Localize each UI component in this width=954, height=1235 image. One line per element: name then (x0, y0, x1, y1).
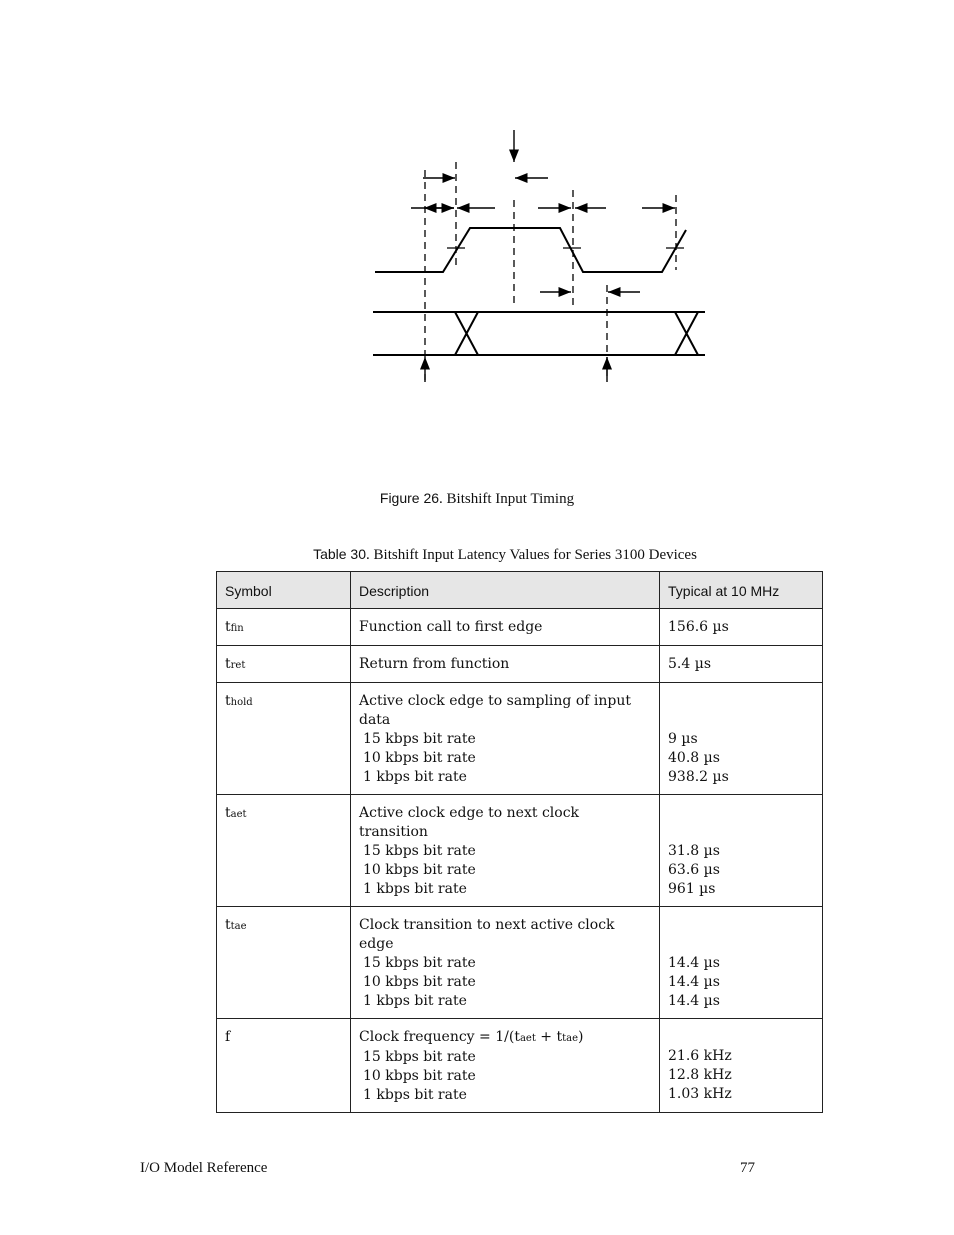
description-line: 1 kbps bit rate (363, 993, 467, 1009)
symbol-subscript: aet (230, 809, 247, 820)
cell-typical-value (660, 795, 823, 907)
cell-description (351, 646, 660, 683)
value-line: 14.4 µs (668, 955, 720, 971)
bitshift-timing-diagram (0, 0, 954, 480)
figure-caption (0, 490, 954, 508)
footer-page-number: 77 (740, 1160, 755, 1176)
clock-waveform (375, 228, 686, 272)
symbol-base: t (225, 619, 231, 635)
table-row (217, 683, 823, 795)
value-line: 14.4 µs (668, 993, 720, 1009)
cell-typical-value (660, 646, 823, 683)
description-line: 15 kbps bit rate (363, 1049, 476, 1065)
cell-symbol (217, 1019, 351, 1113)
table-caption (0, 546, 954, 564)
description-line: data (359, 712, 391, 728)
description-line: 1 kbps bit rate (363, 881, 467, 897)
symbol-base: t (225, 917, 231, 933)
value-line: 1.03 kHz (668, 1086, 732, 1102)
symbol-subscript: fin (230, 623, 244, 634)
table-row (217, 1019, 823, 1113)
symbol-subscript: ret (230, 660, 246, 671)
symbol-base: f (225, 1029, 231, 1045)
value-line: 938.2 µs (668, 769, 729, 785)
description-line: Active clock edge to sampling of input (359, 693, 631, 709)
spacer (668, 692, 814, 711)
value-line: 31.8 µs (668, 843, 720, 859)
value-line: 21.6 kHz (668, 1048, 732, 1064)
cell-symbol (217, 795, 351, 907)
table-row (217, 609, 823, 646)
description-line: Clock transition to next active clock (359, 917, 615, 933)
cell-description (351, 683, 660, 795)
value-line: 5.4 µs (668, 656, 711, 672)
description-line: 1 kbps bit rate (363, 769, 467, 785)
figure-caption-text: . Bitshift Input Timing (439, 491, 575, 507)
description-line: Active clock edge to next clock (359, 805, 580, 821)
value-line: 40.8 µs (668, 750, 720, 766)
symbol-subscript: tae (230, 921, 247, 932)
spacer (668, 916, 814, 935)
cell-symbol (217, 683, 351, 795)
description-line: Return from function (359, 656, 510, 672)
cell-description (351, 907, 660, 1019)
cell-typical-value (660, 609, 823, 646)
footer-doc-title: I/O Model Reference (140, 1160, 268, 1176)
description-line: 10 kbps bit rate (363, 750, 476, 766)
header-description: Description (351, 572, 660, 609)
cell-symbol (217, 646, 351, 683)
spacer (668, 804, 814, 823)
cell-description (351, 609, 660, 646)
description-line: 1 kbps bit rate (363, 1087, 467, 1103)
table-caption-text: . Bitshift Input Latency Values for Series 3100 Devices (366, 547, 697, 563)
figure-caption-label: Figure 26 (379, 490, 440, 506)
cell-description (351, 1019, 660, 1113)
spacer (668, 823, 814, 842)
cell-symbol (217, 907, 351, 1019)
description-line: 10 kbps bit rate (363, 1068, 476, 1084)
description-line: Clock frequency = 1/(taet + ttae) (359, 1029, 584, 1045)
table-header-row (217, 572, 823, 609)
timing-arrows (411, 130, 675, 382)
value-line: 63.6 µs (668, 862, 720, 878)
cell-typical-value (660, 683, 823, 795)
table-caption-label: Table 30 (313, 546, 367, 562)
spacer (668, 935, 814, 954)
cell-description (351, 795, 660, 907)
value-line: 156.6 µs (668, 619, 729, 635)
description-line: Function call to first edge (359, 619, 543, 635)
value-line: 9 µs (668, 731, 698, 747)
cell-typical-value (660, 907, 823, 1019)
value-line: 12.8 kHz (668, 1067, 732, 1083)
symbol-base: t (225, 805, 231, 821)
symbol-base: t (225, 656, 231, 672)
spacer (668, 1028, 814, 1047)
table-body (217, 609, 823, 1113)
spacer (668, 711, 814, 730)
description-line: 15 kbps bit rate (363, 731, 476, 747)
value-line: 14.4 µs (668, 974, 720, 990)
table-row (217, 646, 823, 683)
symbol-subscript: hold (230, 697, 253, 708)
header-typical: Typical at 10 MHz (660, 572, 823, 609)
description-line: 10 kbps bit rate (363, 974, 476, 990)
description-line: 10 kbps bit rate (363, 862, 476, 878)
description-line: 15 kbps bit rate (363, 955, 476, 971)
header-symbol: Symbol (217, 572, 351, 609)
value-line: 961 µs (668, 881, 716, 897)
table-row (217, 907, 823, 1019)
table-row (217, 795, 823, 907)
description-line: transition (359, 824, 428, 840)
latency-table (216, 571, 823, 1113)
symbol-base: t (225, 693, 231, 709)
description-line: edge (359, 936, 394, 952)
description-line: 15 kbps bit rate (363, 843, 476, 859)
cell-typical-value (660, 1019, 823, 1113)
cell-symbol (217, 609, 351, 646)
